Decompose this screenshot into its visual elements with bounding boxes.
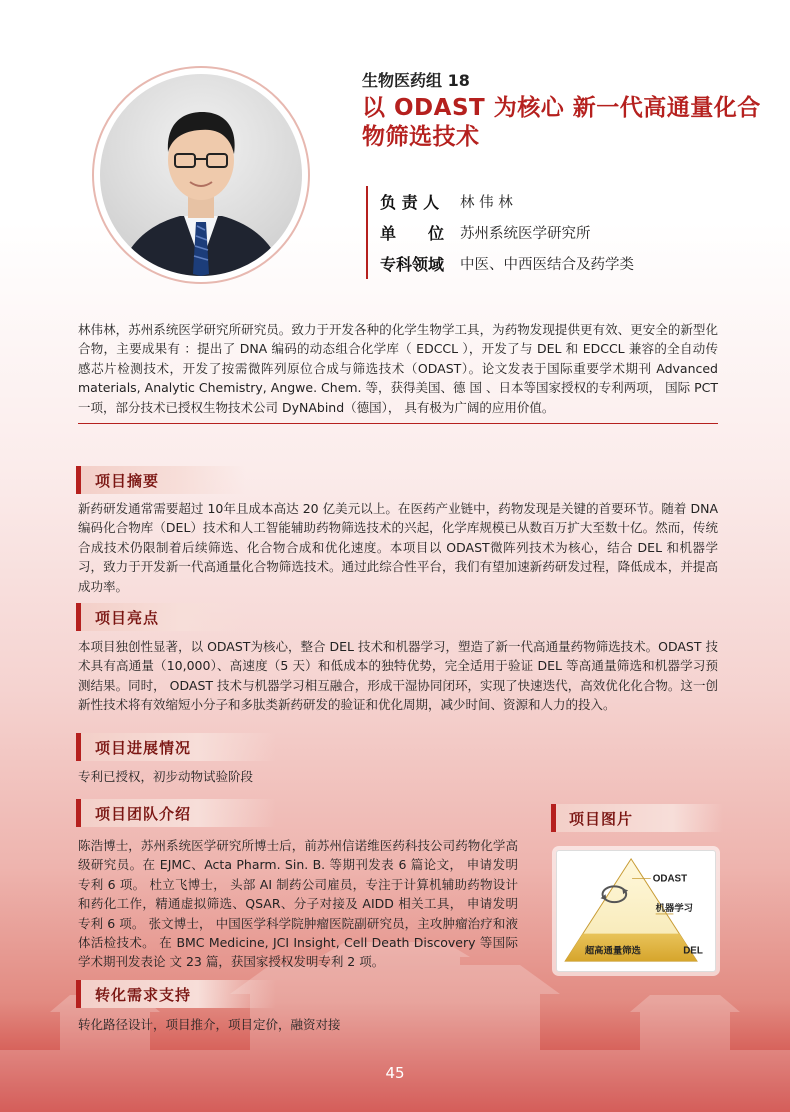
- info-value: 中医、中西医结合及药学类: [460, 257, 634, 273]
- bio-paragraph: 林伟林，苏州系统医学研究所研究员。致力于开发各种的化学生物学工具，为药物发现提供更有效、更安全的新型化合物，主要成果有 ：提出了 DNA 编码的动态组合化学库（ EDCCL ），开发了与 DEL 和 EDCCL 兼容的全自动传感芯片检测技术，开发了按需微阵列原位合成与筛选技术（ODAST）。论文发表于国际重要学术期刊 Advanced materials, Analytic Chemistry, Angwe. Chem. 等，获得美国、德 国 、日本等国家授权的专利两项， 国际 PCT 一项，部分技术已授权生物技术公司 DyNAbind（德国）， 具有极为广阔的应用价值。: [78, 320, 718, 424]
- image-label-right: DEL: [683, 945, 703, 957]
- section-body-progress: 专利已授权，初步动物试验阶段: [78, 769, 254, 784]
- section-title: 项目亮点: [95, 608, 160, 627]
- info-key: 负 责 人: [380, 193, 440, 212]
- image-label-top: ODAST: [652, 873, 688, 885]
- group-label: 生物医药组 18: [362, 71, 470, 90]
- project-image: [556, 850, 716, 972]
- page-number: 45: [385, 1064, 405, 1082]
- info-value: 林 伟 林: [460, 195, 513, 211]
- info-key: 专科领域: [380, 255, 445, 274]
- section-header-highlights: [76, 603, 246, 631]
- section-title: 项目进展情况: [95, 738, 192, 757]
- info-row-field: [380, 248, 766, 279]
- info-row-leader: [380, 186, 766, 217]
- section-title: 转化需求支持: [95, 985, 192, 1004]
- section-header-progress: [76, 733, 276, 761]
- section-title: 项目图片: [569, 809, 634, 828]
- section-body-summary: 新药研发通常需要超过 10年且成本高达 20 亿美元以上。在医药产业链中，药物发现是关键的首要环节。随着 DNA 编码化合物库（DEL）技术和人工智能辅助药物筛选技术的兴起，化学库规模已从数百万扩大至数十亿。然而，传统合成技术仍限制着后续筛选、化合物合成和优化速度。本项目以 ODAST微阵列技术为核心，结合 DEL 和机器学习，致力于开发新一代高通量化合物筛选技术。通过此综合性平台，我们有望加速新药研发过程，降低成本，并提高成功率。: [78, 501, 718, 594]
- image-label-middle: 机器学习: [655, 903, 693, 914]
- section-body-highlights: 本项目独创性显著，以 ODAST为核心，整合 DEL 技术和机器学习，塑造了新一代高通量药物筛选技术。ODAST 技术具有高通量（10,000）、高速度（5 天）和低成本的独特优势，完全适用于验证 DEL 等高通量筛选和机器学习预测结果。同时， ODAST 技术与机器学习相互融合，形成干湿协同闭环，实现了快速迭代，高效优化化合物。这一创新性技术将有效缩短小分子和多肽类新药研发的验证和优化周期，减少时间、资源和人力的投入。: [78, 639, 718, 713]
- section-header-team: [76, 799, 276, 827]
- section-title: 项目摘要: [95, 471, 160, 490]
- image-label-bottom: 超高通量筛选: [584, 945, 641, 957]
- info-value: 苏州系统医学研究所: [460, 226, 591, 242]
- info-row-unit: [380, 217, 766, 248]
- info-key: 单 位: [380, 224, 445, 243]
- section-header-summary: [76, 466, 246, 494]
- section-header-demand: [76, 980, 276, 1008]
- info-block: [366, 186, 766, 279]
- section-header-image: [551, 804, 723, 832]
- portrait-photo: [100, 74, 302, 276]
- section-body-demand: 转化路径设计，项目推介，项目定价，融资对接: [78, 1017, 341, 1032]
- page-title: 以 ODAST 为核心 新一代高通量化合物筛选技术: [362, 95, 761, 150]
- section-body-team: 陈浩博士，苏州系统医学研究所博士后，前苏州信诺维医药科技公司药物化学高级研究员。在 EJMC、Acta Pharm. Sin. B. 等期刊发表 6 篇论文， 申请发明专利 6 项。 杜立飞博士， 头部 AI 制药公司雇员，专注于计算机辅助药物设计和药化工作，精通虚拟筛选、QSAR、分子对接及 AIDD 相关工具， 申请发明专利 6 项。 张文博士， 中国医学科学院肿瘤医院副研究员，主攻肿瘤治疗和液体活检技术。 在 BMC Medicine, JCI Insight, Cell Death Discovery 等国际学术期刊发表论 文 23 篇，获国家授权发明专利 2 项。: [78, 838, 518, 970]
- section-title: 项目团队介绍: [95, 804, 192, 823]
